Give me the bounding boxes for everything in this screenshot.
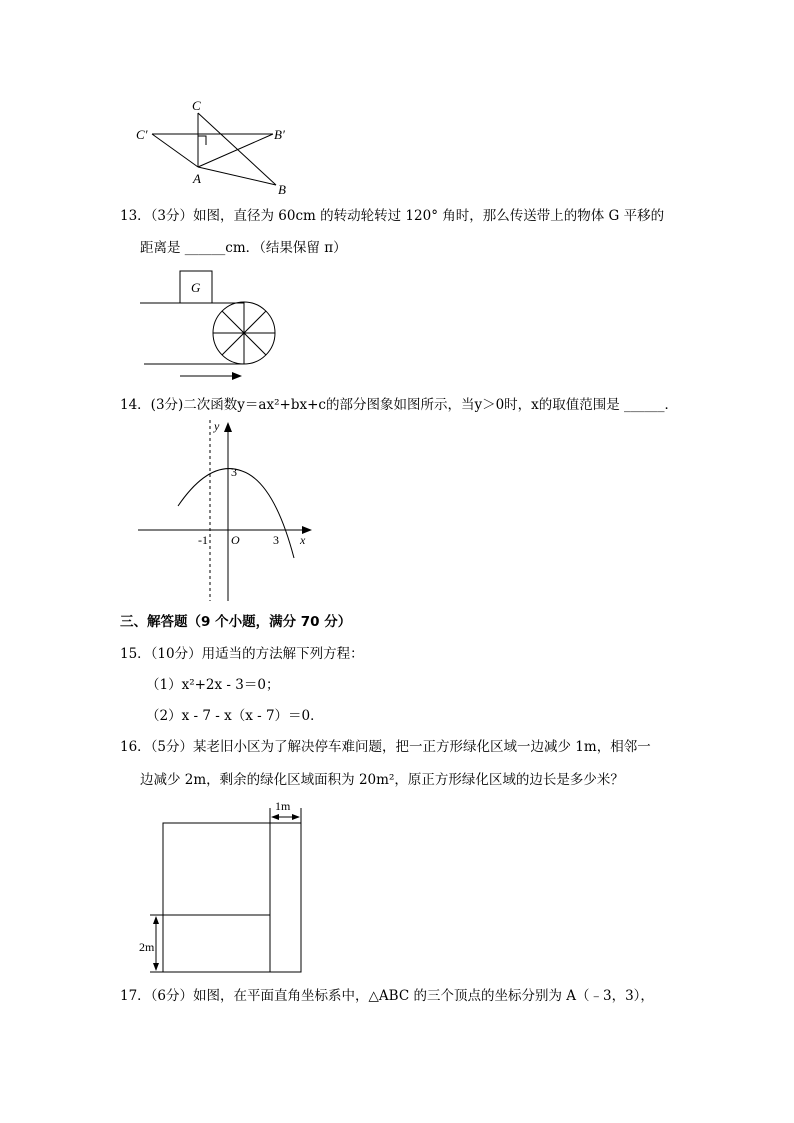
- figure-parabola-graph: [134, 418, 320, 604]
- arrowhead-2m-bottom: [153, 963, 159, 971]
- q13-text-line2: 距离是 ______cm．（结果保留 π）: [140, 240, 347, 256]
- arrowhead-1m-right: [292, 814, 300, 820]
- q13-text-line1: 13．（3分）如图，直径为 60cm 的转动轮转过 120° 角时，那么传送带上的物体 G 平移的: [120, 208, 665, 224]
- q14-text-line1: 14．(3分)二次函数y＝ax²+bx+c的部分图象如图所示，当y＞0时，x的取值范围是 ______．: [120, 397, 679, 413]
- q15-text-line1: 15．（10分）用适当的方法解下列方程：: [120, 646, 364, 662]
- label-neg1: -1: [198, 533, 208, 547]
- label-y-intercept-3: 3: [231, 465, 237, 479]
- q16-text-line2: 边减少 2m，剩余的绿化区域面积为 20m²，原正方形绿化区域的边长是多少米？: [140, 772, 624, 788]
- label-g: G: [191, 280, 201, 295]
- label-origin: O: [231, 533, 240, 547]
- label-c: C: [192, 98, 201, 113]
- y-axis-arrow: [224, 422, 232, 432]
- label-b-prime: B′: [274, 127, 285, 142]
- square-outline: [163, 823, 301, 972]
- label-c-prime: C′: [136, 127, 148, 142]
- segment-c-b: [198, 113, 276, 185]
- segment-a-b-prime: [198, 134, 273, 167]
- label-2m: 2m: [139, 940, 155, 954]
- label-a: A: [193, 171, 201, 186]
- figure-conveyor-wheel: [136, 266, 286, 384]
- q17-text-line1: 17．（6分）如图，在平面直角坐标系中，△ABC 的三个顶点的坐标分别为 A（﹣3，3），: [120, 988, 654, 1004]
- q16-text-line1: 16．（5分）某老旧小区为了解决停车难问题，把一正方形绿化区域一边减少 1m，相邻一: [120, 739, 651, 755]
- arrowhead-2m-top: [153, 916, 159, 924]
- label-x: x: [300, 533, 306, 547]
- label-b: B: [278, 182, 286, 197]
- q15-sub2: （2）x - 7 - x（x - 7）＝0．: [146, 708, 324, 724]
- label-1m: 1m: [275, 799, 291, 813]
- right-angle-mark: [198, 136, 206, 145]
- arrowhead-1m-left: [271, 814, 279, 820]
- figure-square-plot: [134, 796, 314, 978]
- label-y: y: [214, 419, 220, 433]
- arrow-head: [232, 372, 242, 380]
- segment-a-b: [198, 167, 276, 185]
- segment-c-prime-a: [152, 134, 198, 167]
- label-x-intercept-3: 3: [273, 533, 279, 547]
- q15-sub1: （1）x²+2x - 3＝0；: [146, 677, 280, 693]
- section-3-title: 三、解答题（9 个小题，满分 70 分）: [120, 614, 352, 630]
- figure-triangle-rotation: [130, 95, 300, 200]
